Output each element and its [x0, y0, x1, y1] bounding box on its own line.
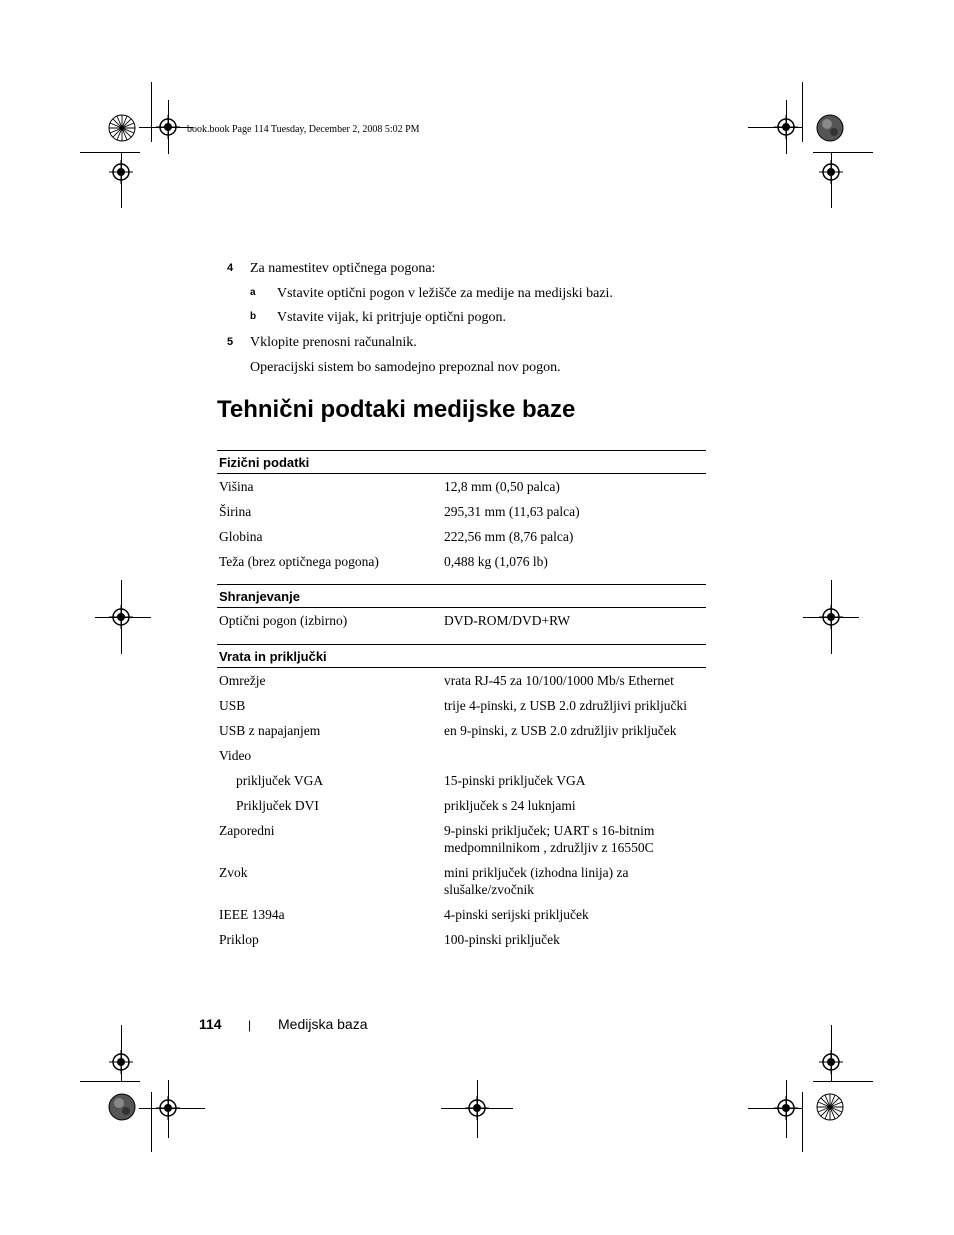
spec-value: en 9-pinski, z USB 2.0 združljiv priključek: [444, 723, 677, 738]
table-row: [217, 718, 706, 743]
table-row: [217, 474, 706, 499]
table-row: [217, 743, 706, 768]
registration-target-icon: [774, 1096, 798, 1120]
registration-target-icon: [819, 605, 843, 629]
table-row: [217, 793, 706, 818]
table-row: [217, 499, 706, 524]
spec-section-heading: Fizični podatki: [217, 450, 706, 474]
spec-label: Zaporedni: [219, 823, 275, 838]
table-row: [217, 524, 706, 549]
spec-table: [217, 450, 706, 952]
spec-label: Video: [219, 748, 252, 763]
spec-value: trije 4-pinski, z USB 2.0 združljivi priključki: [444, 698, 687, 713]
step-text: Vklopite prenosni računalnik.: [250, 335, 417, 350]
starburst-mark-icon: [108, 114, 136, 142]
starburst-mark-icon: [816, 1093, 844, 1121]
spec-value: 0,488 kg (1,076 lb): [444, 554, 548, 569]
registration-target-icon: [109, 605, 133, 629]
spec-section-heading: Shranjevanje: [217, 584, 706, 608]
registration-target-icon: [819, 1050, 843, 1074]
spec-value: 295,31 mm (11,63 palca): [444, 504, 580, 519]
table-row: [217, 608, 706, 633]
registration-target-icon: [465, 1096, 489, 1120]
step-letter: a: [250, 287, 256, 298]
spec-section-physical: [217, 450, 706, 584]
spec-label: Omrežje: [219, 673, 266, 688]
table-row: [217, 818, 706, 860]
spec-label: Priklop: [219, 932, 259, 947]
spec-value: 15-pinski priključek VGA: [444, 773, 586, 788]
spec-value: DVD-ROM/DVD+RW: [444, 613, 571, 628]
step-text: Operacijski sistem bo samodejno prepoznal nov pogon.: [250, 360, 561, 375]
table-row: [217, 549, 706, 574]
step-letter: b: [250, 311, 257, 322]
section-title: Tehnični podtaki medijske baze: [217, 396, 576, 423]
step-number: 4: [227, 262, 234, 274]
footer-section-name: Medijska baza: [278, 1016, 368, 1032]
table-row: [217, 902, 706, 927]
spec-value: 9-pinski priključek; UART s 16-bitnim medpomnilnikom , združljiv z 16550C: [444, 823, 655, 855]
spec-value: 4-pinski serijski priključek: [444, 907, 589, 922]
spec-label: Teža (brez optičnega pogona): [219, 554, 379, 569]
spec-value: priključek s 24 luknjami: [444, 798, 576, 813]
step-text: Za namestitev optičnega pogona:: [250, 261, 436, 276]
table-row: [217, 927, 706, 952]
spec-label: Širina: [219, 504, 252, 519]
step-text: Vstavite optični pogon v ležišče za medije na medijski bazi.: [277, 286, 613, 301]
registration-target-icon: [156, 1096, 180, 1120]
spec-section-ports: [217, 644, 706, 952]
spec-value: 12,8 mm (0,50 palca): [444, 479, 560, 494]
print-header: book.book Page 114 Tuesday, December 2, 2008 5:02 PM: [187, 124, 420, 135]
step-number: 5: [227, 336, 234, 348]
spec-label: Zvok: [219, 865, 248, 880]
spec-label: USB: [219, 698, 246, 713]
table-row: [217, 860, 706, 902]
spec-value: vrata RJ-45 za 10/100/1000 Mb/s Ethernet: [444, 673, 674, 688]
spec-label: priključek VGA: [236, 773, 324, 788]
registration-target-icon: [156, 115, 180, 139]
spec-label: IEEE 1394a: [219, 907, 285, 922]
color-disc-icon: [816, 114, 844, 142]
registration-target-icon: [774, 115, 798, 139]
spec-label: Priključek DVI: [236, 798, 319, 813]
spec-value: mini priključek (izhodna linija) za slušalke/zvočnik: [444, 865, 629, 897]
spec-label: USB z napajanjem: [219, 723, 321, 738]
page-number: 114: [199, 1016, 222, 1032]
registration-target-icon: [109, 160, 133, 184]
spec-value: 100-pinski priključek: [444, 932, 560, 947]
spec-label: Globina: [219, 529, 263, 544]
color-disc-icon: [108, 1093, 136, 1121]
table-row: [217, 768, 706, 793]
spec-section-storage: [217, 584, 706, 644]
spec-section-heading: Vrata in priključki: [217, 644, 706, 668]
registration-target-icon: [819, 160, 843, 184]
registration-target-icon: [109, 1050, 133, 1074]
footer-separator: |: [248, 1018, 252, 1032]
table-row: [217, 668, 706, 693]
spec-label: Višina: [219, 479, 254, 494]
table-row: [217, 693, 706, 718]
spec-label: Optični pogon (izbirno): [219, 613, 348, 628]
spec-value: 222,56 mm (8,76 palca): [444, 529, 574, 544]
step-text: Vstavite vijak, ki pritrjuje optični pogon.: [277, 310, 507, 325]
